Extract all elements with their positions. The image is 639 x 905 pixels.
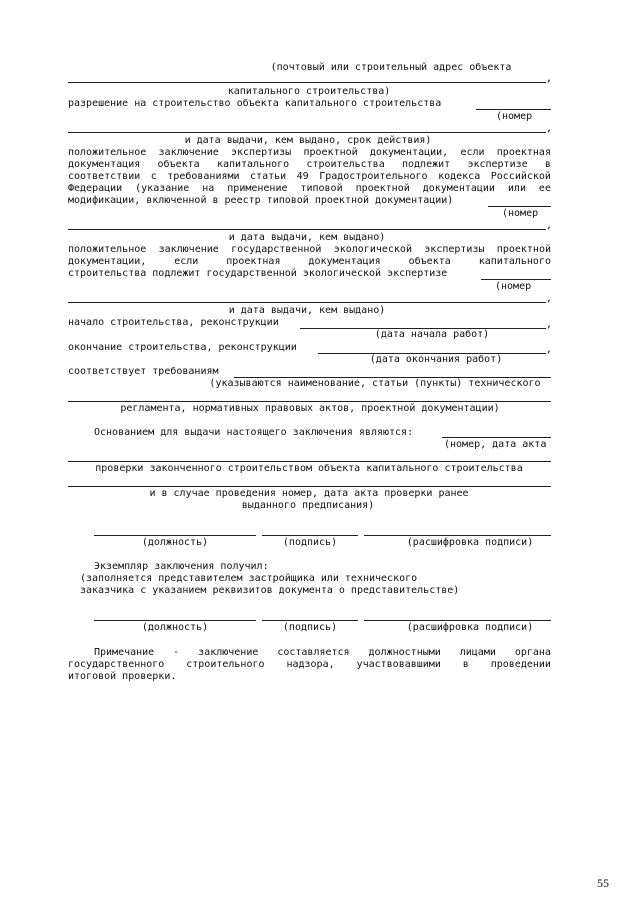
signature-1-decoding-line[interactable] [364, 535, 551, 536]
signature-1-position-hint: (должность) [141, 537, 209, 548]
permit-label: разрешение на строительство объекта капитального строительства [68, 98, 442, 109]
permit-number-line[interactable] [476, 109, 551, 110]
expertise-number-line[interactable] [488, 206, 551, 207]
permit-hint-1: (номер [496, 111, 533, 122]
permit-hint-2: и дата выдачи, кем выдано, срок действия) [184, 135, 432, 146]
finish-hint: (дата окончания работ) [369, 354, 503, 365]
eco-details-line[interactable] [68, 302, 546, 303]
basis-line-2[interactable] [68, 461, 551, 462]
compliance-line-2[interactable] [68, 401, 551, 402]
start-hint: (дата начала работ) [374, 329, 490, 340]
signature-2-decoding-line[interactable] [364, 620, 551, 621]
note-line-2: государственного строительного надзора, участвовавшими в проведении [68, 659, 551, 670]
signature-2-decoding-hint: (расшифровка подписи) [406, 622, 534, 633]
basis-hint-2: проверки законченного строительством объекта капитального строительства [95, 463, 523, 474]
expertise-line-4: Федерации (указание на применение типовой проектной документации или ее [68, 183, 551, 194]
basis-hint-4: выданного предписания) [241, 500, 375, 511]
expertise-line-1: положительное заключение экспертизы проектной документации, если проектная [68, 147, 551, 158]
signature-1-decoding-hint: (расшифровка подписи) [406, 537, 534, 548]
basis-line-1[interactable] [442, 437, 551, 438]
signature-2-position-hint: (должность) [141, 622, 209, 633]
eco-hint-1: (номер [495, 281, 532, 292]
basis-hint-1: (номер, дата акта [444, 439, 547, 450]
permit-details-line[interactable] [68, 132, 546, 133]
address-field-line[interactable] [68, 82, 546, 83]
signature-2-position-line[interactable] [94, 620, 256, 621]
compliance-hint-2: регламента, нормативных правовых актов, проектной документации) [120, 403, 500, 414]
eco-comma: , [546, 293, 553, 304]
eco-line-3: строительства подлежит государственной экологической экспертизе [68, 268, 448, 279]
address-hint-2: капитального строительства) [227, 86, 391, 97]
expertise-line-2: документация объекта капитального строительства подлежит экспертизе в [68, 159, 551, 170]
signature-2-signature-hint: (подпись) [282, 622, 338, 633]
eco-number-line[interactable] [481, 279, 551, 280]
signature-1-signature-hint: (подпись) [282, 537, 338, 548]
eco-hint-2: и дата выдачи, кем выдано) [228, 305, 386, 316]
expertise-details-line[interactable] [68, 229, 546, 230]
expertise-comma: , [546, 220, 553, 231]
finish-comma: , [546, 344, 553, 355]
page-number: 55 [597, 876, 609, 890]
eco-line-2: документации, если проектная документация объекта капитального [68, 256, 551, 267]
signature-2-signature-line[interactable] [262, 620, 358, 621]
copy-note-1: (заполняется представителем застройщика или технического [80, 573, 418, 584]
expertise-hint-2: и дата выдачи, кем выдано) [228, 232, 386, 243]
finish-label: окончание строительства, реконструкции [68, 342, 297, 353]
address-comma: , [546, 73, 553, 84]
compliance-hint-1: (указываются наименование, статьи (пункты) технического [209, 378, 541, 389]
address-hint-1: (почтовый или строительный адрес объекта [270, 62, 512, 73]
basis-label: Основанием для выдачи настоящего заключения являются: [94, 427, 414, 438]
eco-line-1: положительное заключение государственной экологической экспертизы проектной [68, 244, 551, 255]
compliance-label: соответствует требованиям [68, 366, 219, 377]
basis-line-3[interactable] [68, 486, 551, 487]
start-label: начало строительства, реконструкции [68, 317, 279, 328]
permit-comma: , [546, 123, 553, 134]
signature-1-position-line[interactable] [94, 535, 256, 536]
note-line-3: итоговой проверки. [68, 671, 177, 682]
expertise-line-3: соответствии с требованиями статьи 49 Градостроительного кодекса Российской [68, 171, 551, 182]
copy-note-2: заказчика с указанием реквизитов документа о представительстве) [80, 585, 460, 596]
expertise-line-5: модификации, включенной в реестр типовой проектной документации) [68, 195, 454, 206]
signature-1-signature-line[interactable] [262, 535, 358, 536]
basis-hint-3: и в случае проведения номер, дата акта проверки ранее [149, 488, 469, 499]
note-line-1: Примечание - заключение составляется должностными лицами органа [94, 647, 551, 658]
start-comma: , [546, 319, 553, 330]
expertise-hint-1: (номер [502, 208, 539, 219]
copy-title: Экземпляр заключения получил: [94, 561, 269, 572]
